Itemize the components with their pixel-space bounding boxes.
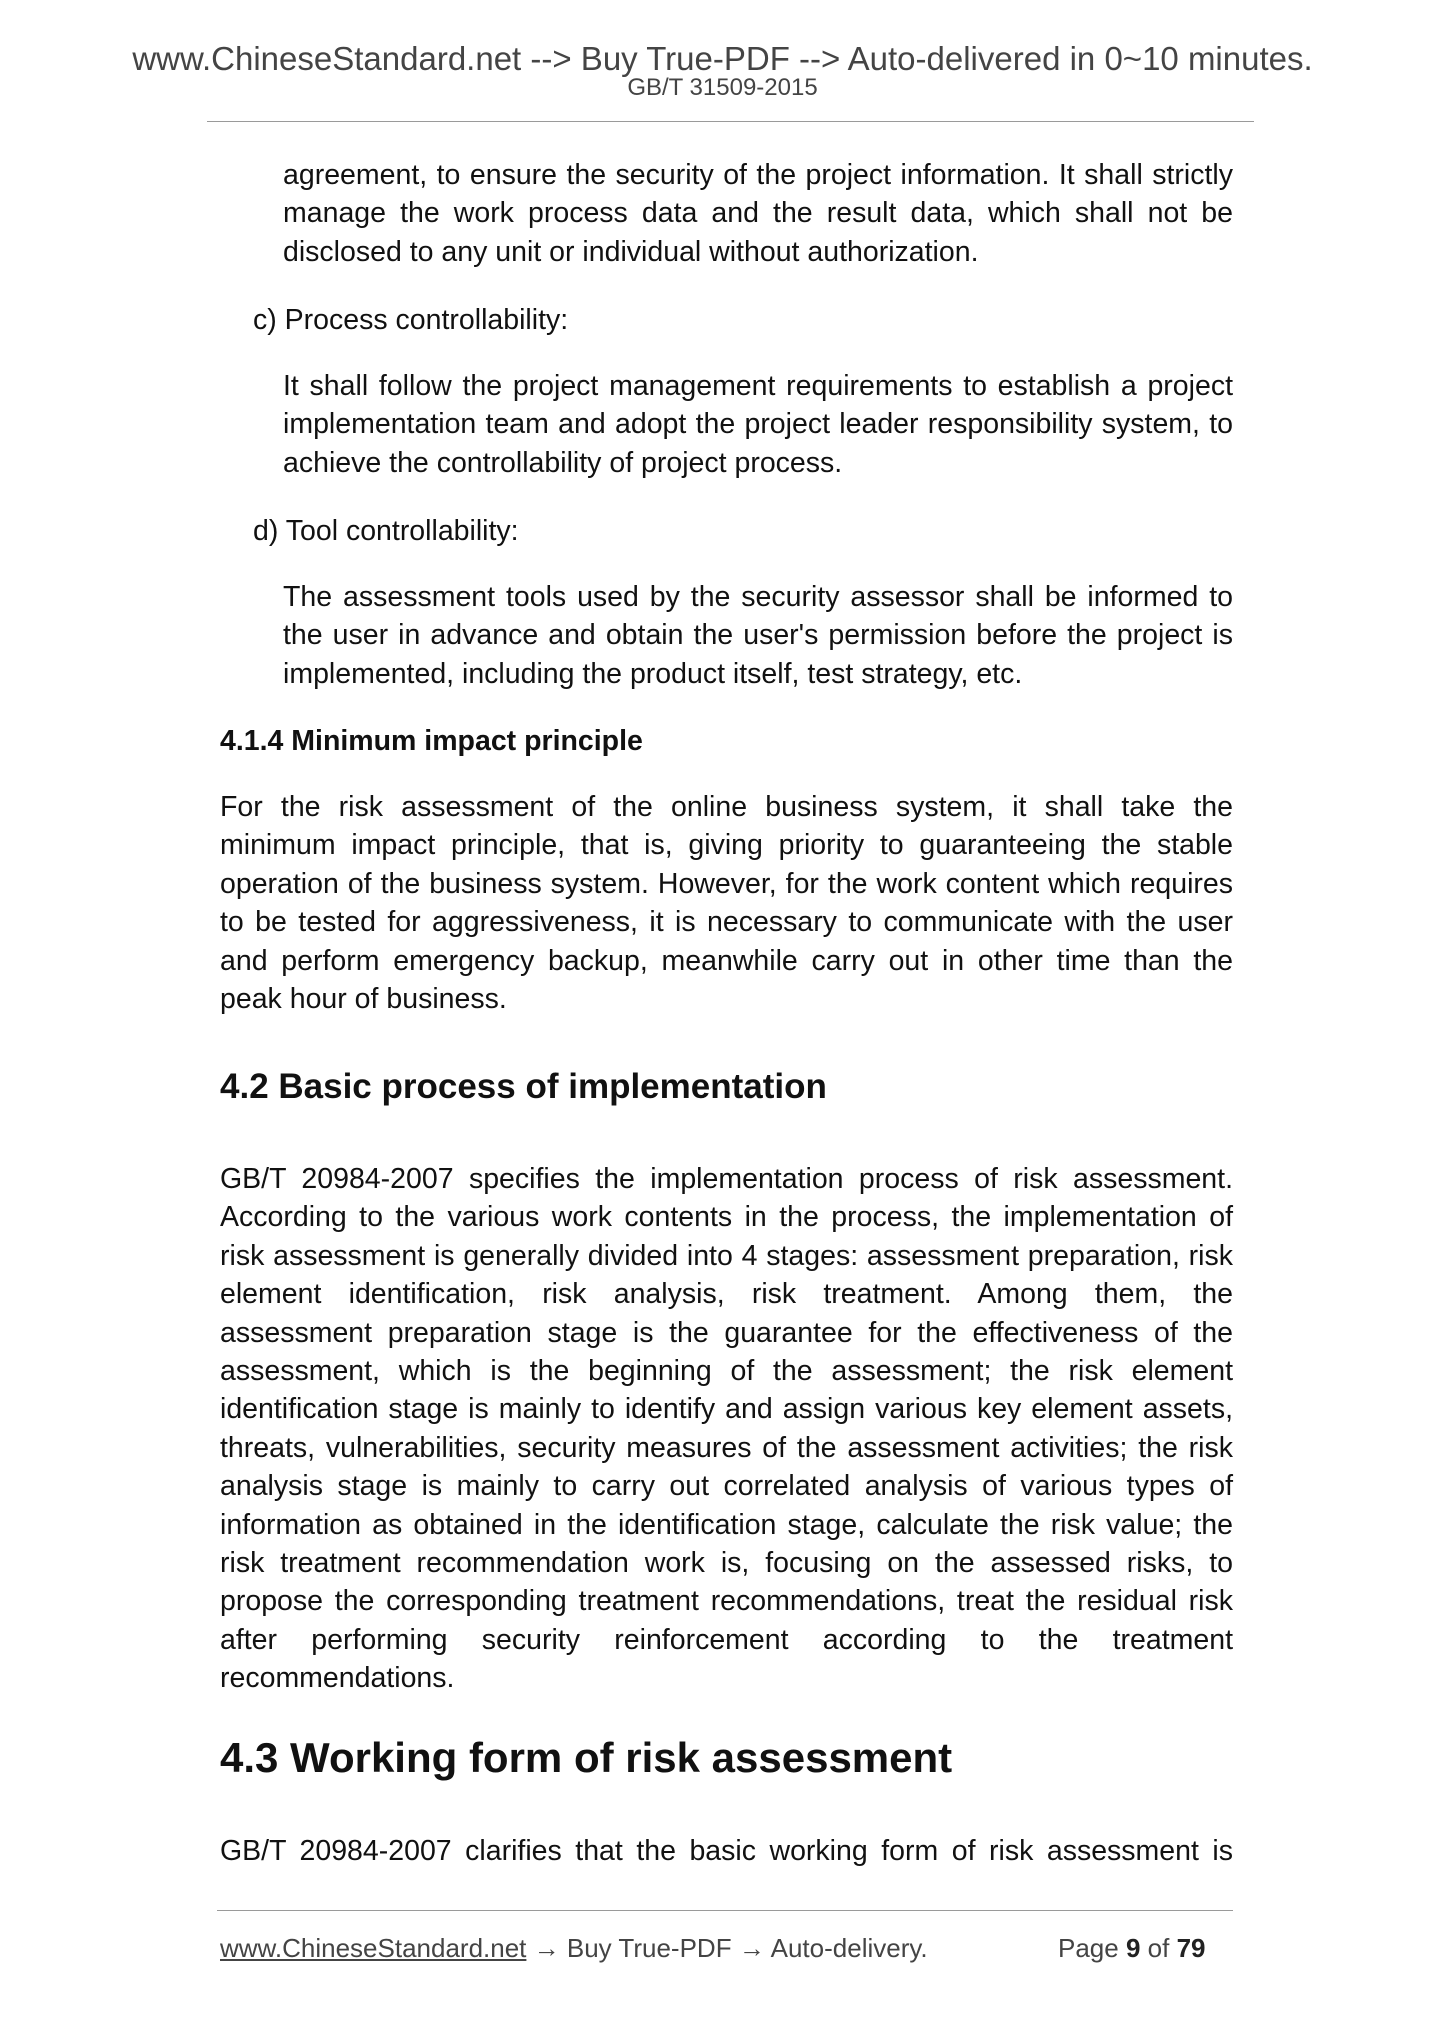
footer-delivery-text: Auto-delivery. [770, 1933, 928, 1963]
page-label: Page [1058, 1933, 1119, 1963]
section-4-3-text: GB/T 20984-2007 clarifies that the basic working form of risk assessment is [220, 1835, 1233, 1867]
section-4-2-heading: 4.2 Basic process of implementation [220, 1067, 827, 1106]
header-divider [207, 121, 1254, 122]
item-c-label: c) Process controllability: [253, 304, 569, 336]
section-4-1-4-heading: 4.1.4 Minimum impact principle [220, 725, 643, 757]
page-current: 9 [1125, 1933, 1141, 1963]
item-c-text: It shall follow the project management requirements to establish a project implementation team and adopt the project leader responsibility system, to achieve the controllability of project process. [283, 370, 1233, 479]
arrow-icon: → [533, 1933, 560, 1963]
section-4-3-heading: 4.3 Working form of risk assessment [220, 1734, 953, 1781]
item-d-label: d) Tool controllability: [253, 515, 519, 547]
continuation-paragraph: agreement, to ensure the security of the project information. It shall strictly manage the work process data and the result data, which shall not be disclosed to any unit or individual without authorization. [283, 159, 1233, 268]
item-d-text: The assessment tools used by the security assessor shall be informed to the user in advance and obtain the user's permission before the project is implemented, including the product itself, test strategy, etc. [283, 581, 1233, 690]
section-4-2-text: GB/T 20984-2007 specifies the implementation process of risk assessment. According to the various work contents in the process, the implementation of risk assessment is generally divided into 4 stages: assessment preparation, risk element identification, risk analysis, risk treatment. Among them, the assessment preparation stage is the guarantee for the effectiveness of the assessment, which is the beginning of the assessment; the risk element identification stage is mainly to identify and assign various key element assets, threats, vulnerabilities, security measures of the assessment activities; the risk analysis stage is mainly to carry out correlated analysis of various types of information as obtained in the identification stage, calculate the risk value; the risk treatment recommendation work is, focusing on the assessed risks, to propose the corresponding treatment recommendations, treat the residual risk after performing security reinforcement according to the treatment recommendations. [220, 1163, 1233, 1695]
section-4-1-4-text: For the risk assessment of the online business system, it shall take the minimum impact principle, that is, giving priority to guaranteeing the stable operation of the business system. However, for the work content which requires to be tested for aggressiveness, it is necessary to communicate with the user and perform emergency backup, meanwhile carry out in other time than the peak hour of business. [220, 791, 1233, 1016]
footer-buy-text: Buy True-PDF [566, 1933, 732, 1963]
page-number [1058, 1932, 1206, 1964]
site-banner: www.ChineseStandard.net --> Buy True-PDF --> Auto-delivered in 0~10 minutes. [132, 40, 1313, 77]
of-label: of [1147, 1933, 1170, 1963]
footer-divider [217, 1910, 1233, 1911]
arrow-icon: → [738, 1933, 765, 1963]
footer-promo [220, 1932, 928, 1964]
page-total: 79 [1176, 1933, 1206, 1963]
standard-code: GB/T 31509-2015 [627, 74, 818, 101]
footer-site-link[interactable]: www.ChineseStandard.net [220, 1933, 527, 1963]
